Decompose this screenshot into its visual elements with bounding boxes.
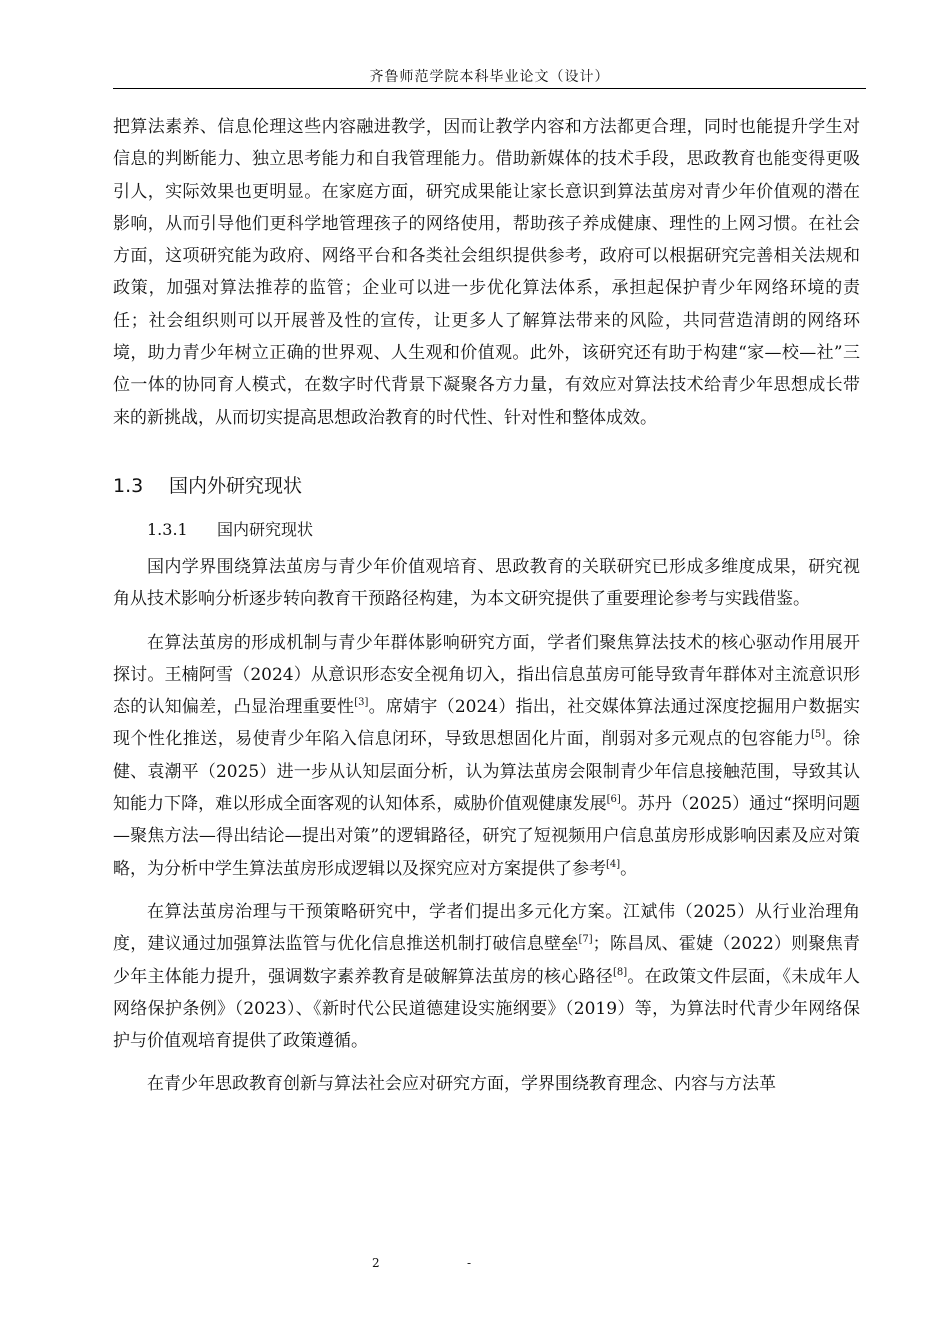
subsection-number: 1.3.1	[147, 519, 188, 539]
paragraph: 国内学界围绕算法茧房与青少年价值观培育、思政教育的关联研究已形成多维度成果，研究视角从技术影响分析逐步转向教育干预路径构建，为本文研究提供了重要理论参考与实践借鉴。	[113, 556, 860, 610]
page-header: 齐鲁师范学院本科毕业论文（设计）	[369, 69, 610, 85]
footer-dash: -	[467, 1256, 472, 1270]
citation: [6]	[606, 794, 621, 806]
subsection-heading	[147, 513, 860, 547]
section-number: 1.3	[113, 474, 144, 497]
citation: [5]	[810, 729, 826, 741]
section-title: 国内外研究现状	[169, 474, 303, 497]
paragraph: 把算法素养、信息伦理这些内容融进教学，因而让教学内容和方法都更合理，同时也能提升学生对信息的判断能力、独立思考能力和自我管理能力。借助新媒体的技术手段，思政教育也能变得更吸引人，实际效果也更明显。在家庭方面，研究成果能让家长意识到算法茧房对青少年价值观的潜在影响，从而引导他们更科学地管理孩子的网络使用，帮助孩子养成健康、理性的上网习惯。在社会方面，这项研究能为政府、网络平台和各类社会组织提供参考，政府可以根据研究完善相关法规和政策，加强对算法推荐的监管；企业可以进一步优化算法体系，承担起保护青少年网络环境的责任；社会组织则可以开展普及性的宣传，让更多人了解算法带来的风险，共同营造清朗的网络环境，助力青少年树立正确的世界观、人生观和价值观。此外，该研究还有助于构建“家—校—社”三位一体的协同育人模式，在数字时代背景下凝聚各方力量，有效应对算法技术给青少年思想成长带来的新挑战，从而切实提高思想政治教育的时代性、针对性和整体成效。	[113, 117, 860, 428]
citation: [8]	[612, 966, 628, 978]
body-text	[113, 111, 860, 1101]
paragraph: 在算法茧房治理与干预策略研究中，学者们提出多元化方案。江斌伟（2025）从行业治理角度，建议通过加强算法监管与优化信息推送机制打破信息壁垒[7]；陈昌凤、霍婕（2022）则聚焦青少年主体能力提升，强调数字素养教育是破解算法茧房的核心路径[8]。在政策文件层面，《未成年人网络保护条例》（2023）、《新时代公民道德建设实施纲要》（2019）等，为算法时代青少年网络保护与价值观培育提供了政策遵循。	[113, 901, 861, 1052]
subsection-title: 国内研究现状	[217, 519, 314, 539]
paragraph: 在青少年思政教育创新与算法社会应对研究方面，学界围绕教育理念、内容与方法革	[147, 1074, 776, 1095]
section-heading	[113, 468, 860, 504]
header-rule	[113, 88, 866, 89]
citation: [3]	[354, 697, 369, 709]
page-number: 2	[372, 1256, 380, 1270]
citation: [7]	[578, 934, 593, 946]
citation: [4]	[606, 858, 621, 870]
paragraph: 在算法茧房的形成机制与青少年群体影响研究方面，学者们聚焦算法技术的核心驱动作用展开探讨。王楠阿雪（2024）从意识形态安全视角切入，指出信息茧房可能导致青年群体对主流意识形态的认知偏差，凸显治理重要性[3]。席婧宇（2024）指出，社交媒体算法通过深度挖掘用户数据实现个性化推送，易使青少年陷入信息闭环，导致思想固化片面，削弱对多元观点的包容能力[5]。徐健、袁潮平（2025）进一步从认知层面分析，认为算法茧房会限制青少年信息接触范围，导致其认知能力下降，难以形成全面客观的认知体系，威胁价值观健康发展[6]。苏丹（2025）通过“探明问题—聚焦方法—得出结论—提出对策”的逻辑路径，研究了短视频用户信息茧房形成影响因素及应对策略，为分析中学生算法茧房形成逻辑以及探究应对方案提供了参考[4]。	[113, 632, 861, 879]
